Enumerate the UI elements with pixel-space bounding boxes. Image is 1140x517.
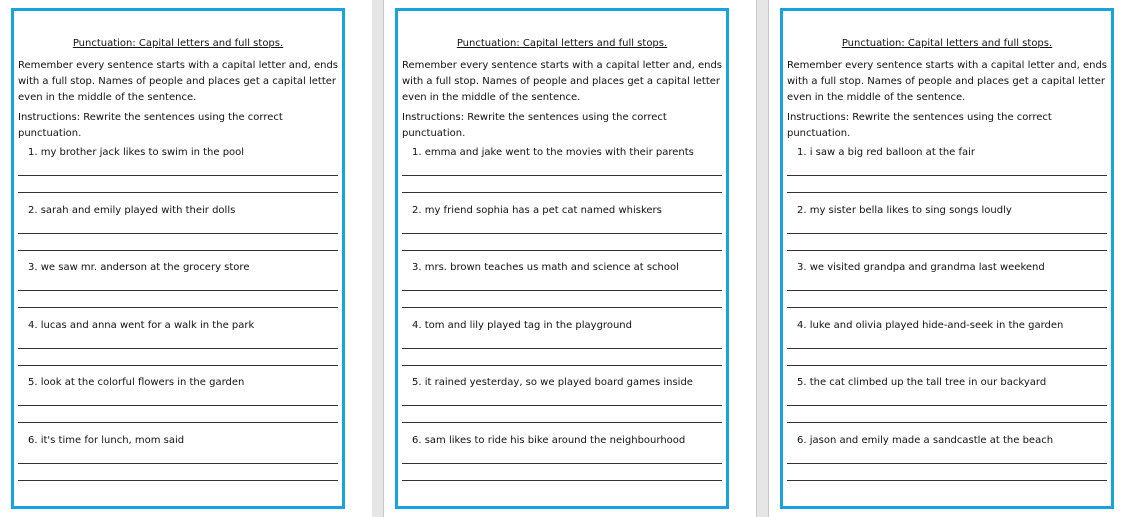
answer-line [787,250,1107,251]
answer-line [402,365,722,366]
instructions-text: Instructions: Rewrite the sentences using the correct punctuation. [787,112,1052,139]
question-2: 2. sarah and emily played with their dolls [28,205,236,216]
worksheet-frame [395,8,729,509]
question-4: 4. lucas and anna went for a walk in the park [28,320,255,331]
question-1: 1. my brother jack likes to swim in the pool [28,147,245,158]
answer-line [18,365,338,366]
question-1: 1. emma and jake went to the movies with their parents [412,147,694,158]
question-4: 4. tom and lily played tag in the playground [412,320,632,331]
page-gutter [756,0,769,517]
question-5: 5. it rained yesterday, so we played board games inside [412,377,693,388]
answer-line [402,348,722,349]
answer-line [18,480,338,481]
answer-line [18,348,338,349]
answer-line [787,233,1107,234]
worksheet-title: Punctuation: Capital letters and full stops. [72,38,284,49]
answer-line [18,463,338,464]
answer-line [402,307,722,308]
answer-line [18,250,338,251]
question-6: 6. it's time for lunch, mom said [28,435,185,446]
answer-line [787,422,1107,423]
answer-line [402,192,722,193]
question-5: 5. look at the colorful flowers in the garden [28,377,245,388]
worksheet-page-3 [769,0,1140,517]
answer-line [18,307,338,308]
answer-line [18,233,338,234]
intro-text: Remember every sentence starts with a capital letter and, ends with a full stop. Names of people and places get a capital letter even in the middle of the sentence. [787,60,1108,103]
instructions-text: Instructions: Rewrite the sentences using the correct punctuation. [18,112,283,139]
worksheet-page-1 [0,0,372,517]
answer-line [787,175,1107,176]
answer-line [402,233,722,234]
question-3: 3. we visited grandpa and grandma last weekend [797,262,1045,273]
answer-line [402,290,722,291]
question-6: 6. sam likes to ride his bike around the neighbourhood [412,435,686,446]
intro-text: Remember every sentence starts with a capital letter and, ends with a full stop. Names of people and places get a capital letter even in the middle of the sentence. [18,60,339,103]
question-2: 2. my friend sophia has a pet cat named whiskers [412,205,662,216]
answer-line [18,422,338,423]
question-3: 3. we saw mr. anderson at the grocery store [28,262,250,273]
instructions-text: Instructions: Rewrite the sentences using the correct punctuation. [402,112,667,139]
answer-line [787,348,1107,349]
question-3: 3. mrs. brown teaches us math and science at school [412,262,679,273]
question-6: 6. jason and emily made a sandcastle at the beach [797,435,1054,446]
answer-line [402,250,722,251]
answer-line [787,307,1107,308]
answer-line [402,175,722,176]
worksheet-page-2 [384,0,756,517]
answer-line [787,365,1107,366]
answer-line [787,463,1107,464]
question-1: 1. i saw a big red balloon at the fair [797,147,976,158]
page-gutter [371,0,384,517]
answer-line [402,422,722,423]
answer-line [787,480,1107,481]
intro-text: Remember every sentence starts with a capital letter and, ends with a full stop. Names of people and places get a capital letter even in the middle of the sentence. [402,60,723,103]
question-2: 2. my sister bella likes to sing songs loudly [797,205,1012,216]
answer-line [787,290,1107,291]
answer-line [787,405,1107,406]
worksheet-frame [11,8,345,509]
answer-line [18,290,338,291]
answer-line [787,192,1107,193]
answer-line [402,480,722,481]
answer-line [18,175,338,176]
question-5: 5. the cat climbed up the tall tree in our backyard [797,377,1047,388]
worksheet-title: Punctuation: Capital letters and full stops. [456,38,668,49]
worksheet-title: Punctuation: Capital letters and full stops. [841,38,1053,49]
question-4: 4. luke and olivia played hide-and-seek in the garden [797,320,1064,331]
answer-line [18,405,338,406]
answer-line [402,463,722,464]
worksheet-frame [780,8,1114,509]
answer-line [402,405,722,406]
answer-line [18,192,338,193]
